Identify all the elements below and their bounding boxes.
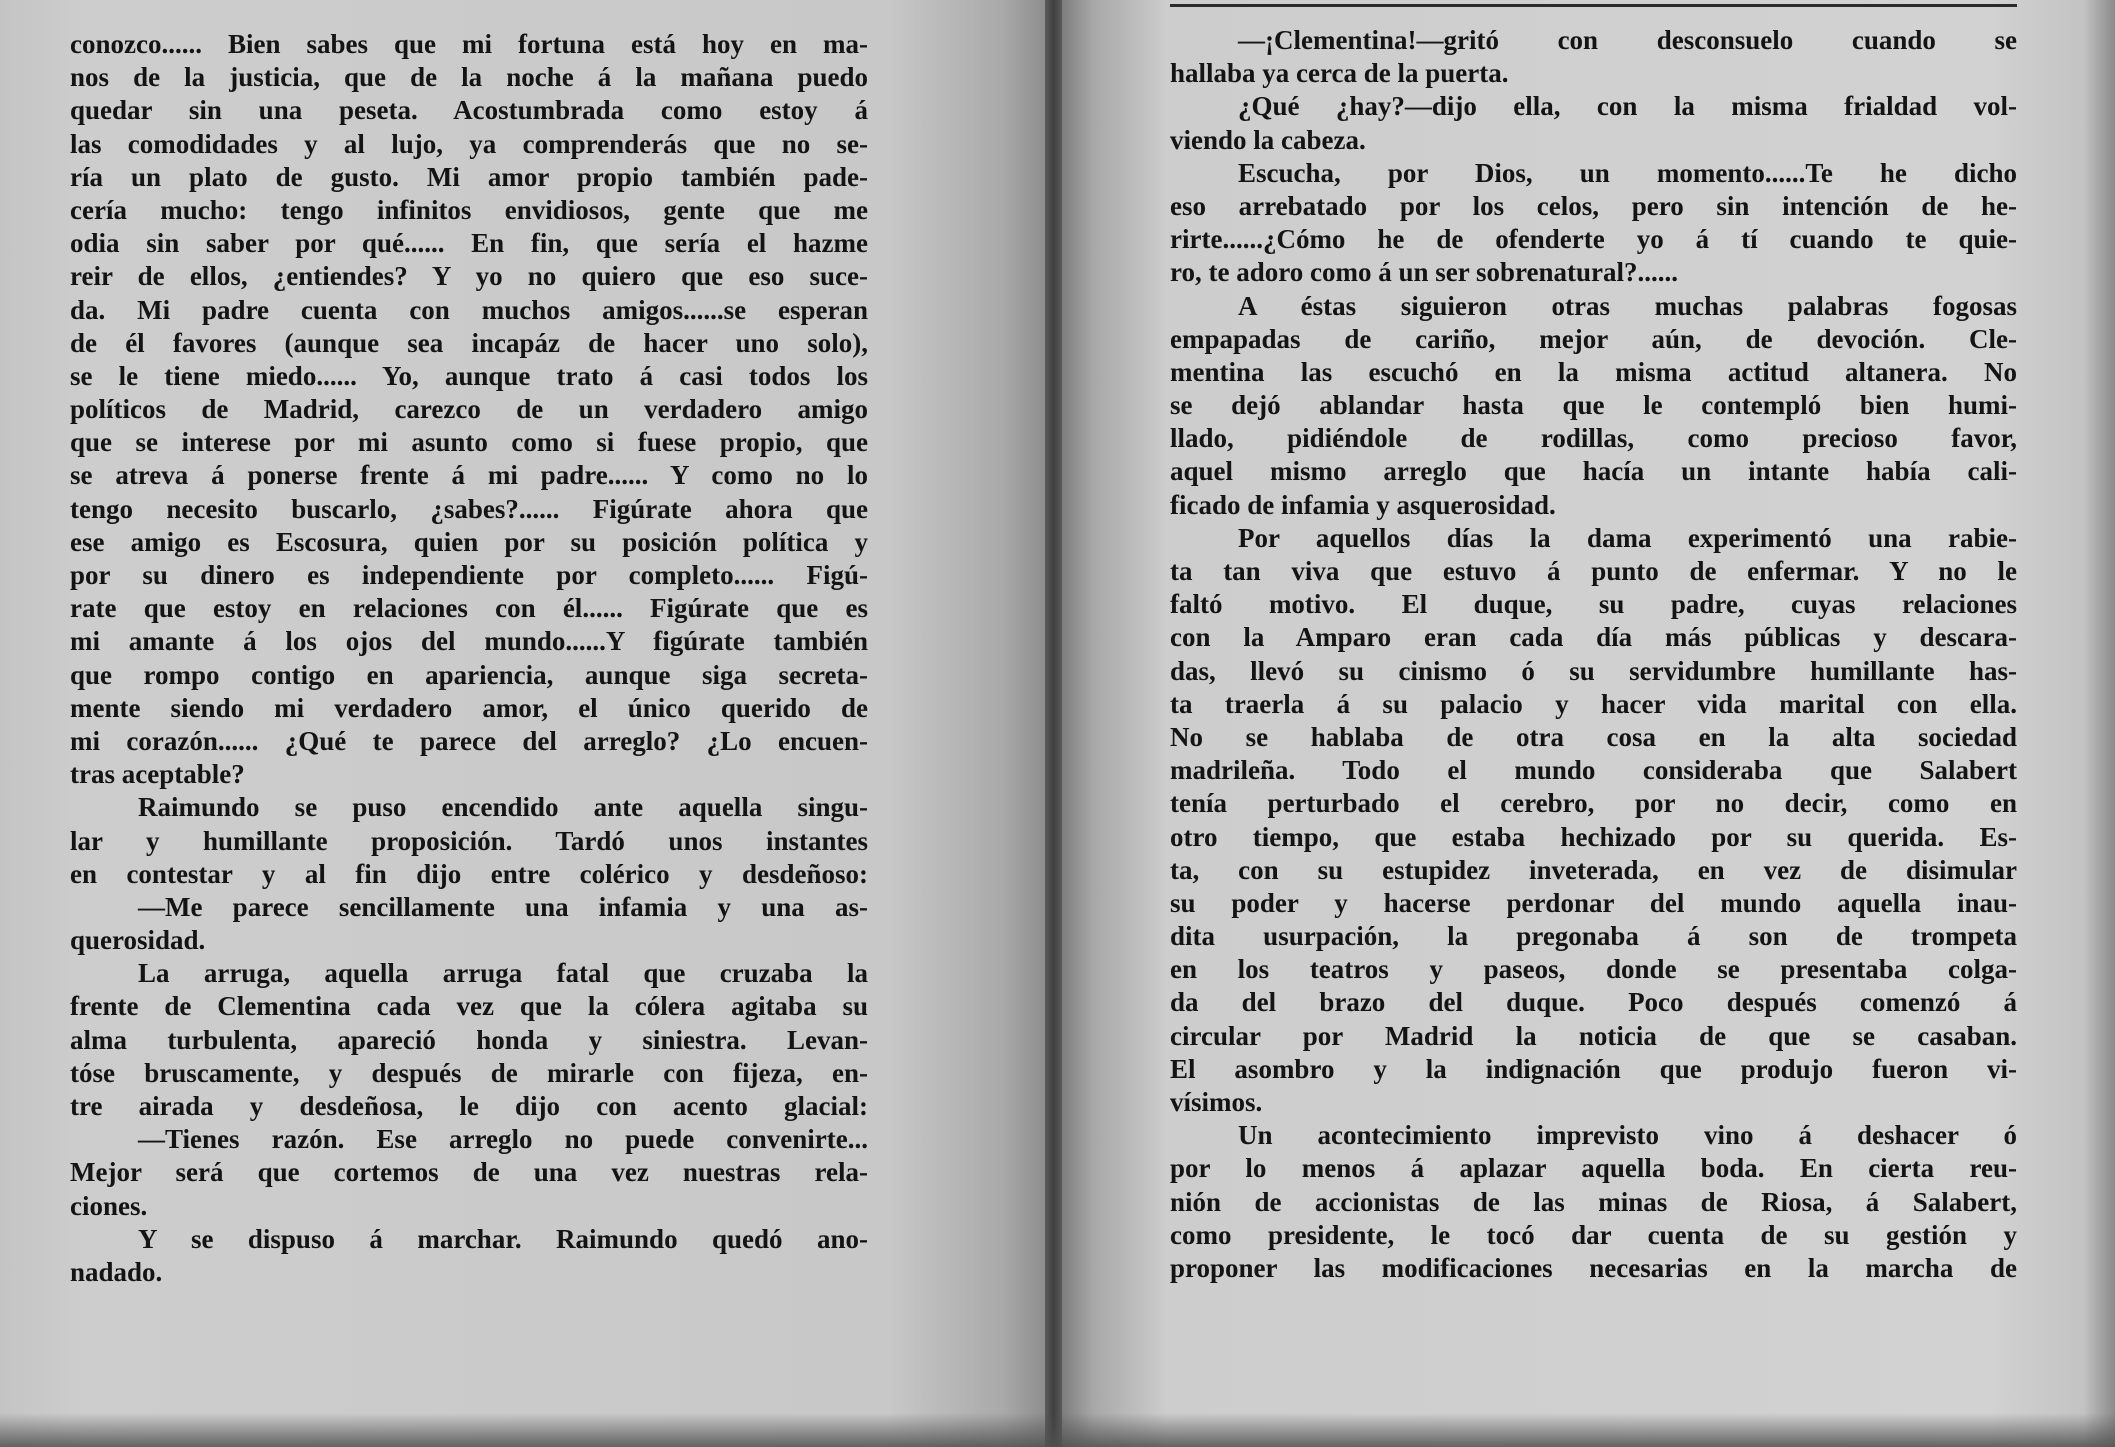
text-line: mentina las escuchó en la misma actitud altanera. No xyxy=(1170,356,2017,387)
text-line: mi corazón...... ¿Qué te parece del arreglo? ¿Lo encuen- xyxy=(70,725,868,756)
text-line: vísimos. xyxy=(1170,1087,1263,1117)
text-line: Mejor será que cortemos de una vez nuestras rela- xyxy=(70,1157,868,1188)
text-line: quedar sin una peseta. Acostumbrada como estoy á xyxy=(70,95,868,126)
text-line: La arruga, aquella arruga fatal que cruzaba la xyxy=(138,958,868,989)
text-line: ta, con su estupidez inveterada, en vez de disimular xyxy=(1170,854,2017,885)
text-line: faltó motivo. El duque, su padre, cuyas relaciones xyxy=(1170,589,2017,620)
text-line: Raimundo se puso encendido ante aquella singu- xyxy=(138,792,868,823)
text-line: —¡Clementina!—gritó con desconsuelo cuando se xyxy=(1238,25,2017,55)
text-line: rate que estoy en relaciones con él...... Figúrate que es xyxy=(70,593,868,624)
text-line: cería mucho: tengo infinitos envidiosos, gente que me xyxy=(70,194,868,225)
right-page xyxy=(1062,0,2115,1447)
text-line: por lo menos á aplazar aquella boda. En cierta reu- xyxy=(1170,1153,2017,1184)
text-line: por su dinero es independiente por completo...... Figú- xyxy=(70,560,868,590)
text-line: tengo necesito buscarlo, ¿sabes?...... Figúrate ahora que xyxy=(70,493,868,524)
text-line: en contestar y al fin dijo entre colérico y desdeñoso: xyxy=(70,858,868,889)
text-line: se le tiene miedo...... Yo, aunque trato á casi todos los xyxy=(70,360,868,391)
text-line: reir de ellos, ¿entiendes? Y yo no quiero que eso suce- xyxy=(70,261,868,292)
text-line: que rompo contigo en apariencia, aunque siga secreta- xyxy=(70,659,868,690)
text-line: da del brazo del duque. Poco después comenzó á xyxy=(1170,987,2017,1018)
text-line: las comodidades y al lujo, ya comprenderás que no se- xyxy=(70,128,868,159)
text-line: llado, pidiéndole de rodillas, como precioso favor, xyxy=(1170,423,2017,454)
text-line: se dejó ablandar hasta que le contempló bien humi- xyxy=(1170,390,2017,421)
text-line: con la Amparo eran cada día más públicas y descara- xyxy=(1170,622,2017,653)
text-line: ro, te adoro como á un ser sobrenatural?...... xyxy=(1170,257,1678,288)
text-line: se atreva á ponerse frente á mi padre...... Y como no lo xyxy=(70,460,868,491)
text-line: tóse bruscamente, y después de mirarle con fijeza, en- xyxy=(70,1057,868,1088)
left-page xyxy=(0,0,1045,1447)
text-line: lar y humillante proposición. Tardó unos instantes xyxy=(70,825,868,856)
text-line: dita usurpación, la pregonaba á son de trompeta xyxy=(1170,921,2017,952)
text-line: proponer las modificaciones necesarias en la marcha de xyxy=(1170,1252,2017,1283)
text-line: en los teatros y paseos, donde se presentaba colga- xyxy=(1170,954,2017,985)
text-line: alma turbulenta, apareció honda y siniestra. Levan- xyxy=(70,1024,868,1055)
top-rule xyxy=(1170,4,2017,7)
book-gutter xyxy=(1045,0,1062,1447)
bottom-shadow xyxy=(0,1413,2115,1447)
text-line: querosidad. xyxy=(70,925,206,956)
text-line: Un acontecimiento imprevisto vino á deshacer ó xyxy=(1238,1120,2017,1151)
text-line: das, llevó su cinismo ó su servidumbre humillante has- xyxy=(1170,655,2017,686)
text-line: ficado de infamia y asquerosidad. xyxy=(1170,489,1556,520)
text-line: ciones. xyxy=(70,1190,148,1221)
text-line: tras aceptable? xyxy=(70,759,245,790)
text-line: tre airada y desdeñosa, le dijo con acento glacial: xyxy=(70,1091,868,1121)
text-line: Escucha, por Dios, un momento......Te he dicho xyxy=(1238,157,2017,188)
left-page-text xyxy=(70,28,868,1289)
text-line: circular por Madrid la noticia de que se casaban. xyxy=(1170,1020,2017,1051)
text-line: mi amante á los ojos del mundo......Y figúrate también xyxy=(70,626,868,657)
text-line: ese amigo es Escosura, quien por su posición política y xyxy=(70,526,868,557)
text-line: hallaba ya cerca de la puerta. xyxy=(1170,58,1509,89)
text-line: da. Mi padre cuenta con muchos amigos......se esperan xyxy=(70,294,868,325)
text-line: mente siendo mi verdadero amor, el único querido de xyxy=(70,692,868,723)
text-line: madrileña. Todo el mundo consideraba que Salabert xyxy=(1170,755,2017,786)
right-page-text xyxy=(1170,24,2017,1285)
text-line: ta tan viva que estuvo á punto de enfermar. Y no le xyxy=(1170,556,2017,586)
text-line: nión de accionistas de las minas de Riosa, á Salabert, xyxy=(1170,1186,2017,1217)
text-line: políticos de Madrid, carezco de un verdadero amigo xyxy=(70,394,868,425)
text-line: su poder y hacerse perdonar del mundo aquella inau- xyxy=(1170,887,2017,918)
text-line: —Me parece sencillamente una infamia y una as- xyxy=(138,891,868,922)
text-line: frente de Clementina cada vez que la cólera agitaba su xyxy=(70,991,868,1022)
text-line: viendo la cabeza. xyxy=(1170,124,1366,155)
text-line: Por aquellos días la dama experimentó una rabie- xyxy=(1238,522,2017,553)
text-line: odia sin saber por qué...... En fin, que sería el hazme xyxy=(70,228,868,259)
text-line: ¿Qué ¿hay?—dijo ella, con la misma frialdad vol- xyxy=(1238,91,2017,122)
text-line: otro tiempo, que estaba hechizado por su querida. Es- xyxy=(1170,821,2017,852)
text-line: conozco...... Bien sabes que mi fortuna está hoy en ma- xyxy=(70,29,868,59)
text-line: como presidente, le tocó dar cuenta de su gestión y xyxy=(1170,1219,2017,1250)
text-line: El asombro y la indignación que produjo fueron vi- xyxy=(1170,1053,2017,1084)
text-line: A éstas siguieron otras muchas palabras fogosas xyxy=(1238,290,2017,321)
text-line: empapadas de cariño, mejor aún, de devoción. Cle- xyxy=(1170,323,2017,354)
text-line: rirte......¿Cómo he de ofenderte yo á tí cuando te quie- xyxy=(1170,224,2017,255)
text-line: de él favores (aunque sea incapáz de hacer uno solo), xyxy=(70,327,868,358)
text-line: nadado. xyxy=(70,1256,163,1287)
text-line: ta traerla á su palacio y hacer vida marital con ella. xyxy=(1170,688,2017,719)
text-line: Y se dispuso á marchar. Raimundo quedó ano- xyxy=(138,1223,868,1254)
text-line: nos de la justicia, que de la noche á la mañana puedo xyxy=(70,62,868,93)
text-line: ría un plato de gusto. Mi amor propio también pade- xyxy=(70,161,868,192)
text-line: aquel mismo arreglo que hacía un intante había cali- xyxy=(1170,456,2017,487)
text-line: No se hablaba de otra cosa en la alta sociedad xyxy=(1170,721,2017,752)
text-line: —Tienes razón. Ese arreglo no puede convenirte... xyxy=(138,1124,868,1155)
text-line: eso arrebatado por los celos, pero sin intención de he- xyxy=(1170,190,2017,221)
text-line: que se interese por mi asunto como si fuese propio, que xyxy=(70,427,868,458)
text-line: tenía perturbado el cerebro, por no decir, como en xyxy=(1170,788,2017,819)
